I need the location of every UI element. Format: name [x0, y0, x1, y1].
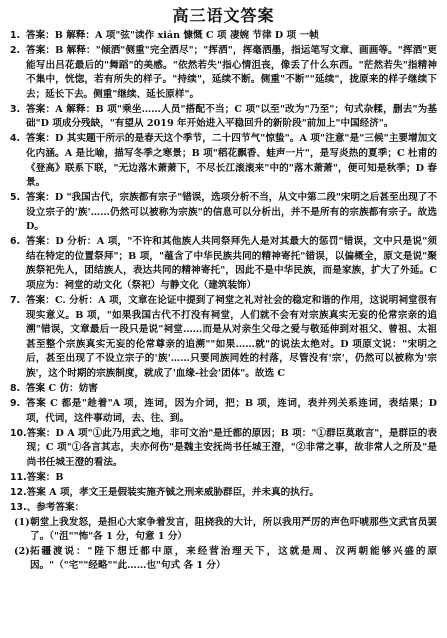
sub-answer-number: (2) — [14, 545, 30, 557]
sub-answer-text: 朝堂上我发怒，是担心大家争着发言，阻挠我的大计，所以我用严厉的声色吓唬那些文武官员罢了。（"沮""怖"各 1 分，句意 1 分） — [30, 516, 437, 543]
answer-item-12 — [10, 486, 437, 501]
answer-text: 、参考答案： — [26, 501, 85, 513]
answer-item-6 — [10, 235, 437, 293]
answer-text: 答案：B 解释：A 项"弦"读作 xián 慷慨 C 项 凄婉 节律 D 项 一帧 — [26, 30, 319, 41]
answer-item-1 — [10, 29, 437, 44]
answer-number: 2. — [10, 44, 21, 56]
answer-sub-item-1 — [14, 516, 437, 545]
answer-text: 答案 C 都是"趁着"A 项，连词，因为介词，把；B 项，连词，表并列关系连词，表结果；D 项，代词，这件事动词，去、往、到。 — [26, 397, 437, 424]
answer-number: 6. — [10, 236, 21, 248]
answer-number: 7. — [10, 295, 21, 307]
answer-item-5 — [10, 191, 437, 235]
answer-text: 答案：C. 分析：A 项，文章在论证中提到了祠堂之礼对社会的稳定和谐的作用，这说明祠堂很有现实意义。B 项，"如果我国古代不打没有祠堂，人们就不会有对宗族真实无妄的伦常宗亲的追溯"错误，文章最后一段只是说"祠堂……而是从对亲生父母之爱与敬延伸到对祖父、曾祖、太祖甚至整个宗族真实无妄的伦常尊亲的追溯""如果……就"的说法太绝对。D 项原文说："宋明之后，甚至出现了不设立宗子的'族'……只要同族同姓的村落，尽管没有'宗'，仍然可以被称为'宗族'，这个时期的宗族制度，就成了'血缘-社会'团体"。故选 C — [26, 295, 437, 379]
answer-text: 答案：D A 项"①此乃用武之地，非可文治"是迁都的原因；B 项："①群臣莫敢言"，是群臣的表现；C 项"①各言其志，夫亦何伤"是魏主安抚尚书任城王澄，"②非常之事，故非常人之所及"是尚书任城王澄的看法。 — [26, 427, 437, 468]
answer-number: 4. — [10, 133, 21, 145]
answer-item-2 — [10, 44, 437, 102]
answer-number: 8. — [10, 382, 21, 394]
sub-answer-number: (1) — [14, 516, 30, 528]
answer-number: 3. — [10, 103, 21, 115]
answer-item-13 — [10, 501, 437, 516]
answer-text: 答案：D 分析：A 项，"不许和其他族人共同祭拜先人是对其最大的惩罚"错误，文中只是说"须结在特定的位置祭拜"；B 项，"蕴含了中华民族共同的精神寄托"错误，以偏概全，原文是说"聚族祭祀先人，团结族人，表达共同的精神寄托"，因此不是中华民族，而是家族，扩大了外延。C 项应为：祠堂的动文化（祭祀）与静文化（建筑装饰） — [26, 236, 437, 292]
answer-text: 答案：B — [26, 471, 64, 483]
answer-number: 13. — [10, 501, 27, 513]
sub-answer-text: 拓疆渡说："陛下想迁都中原，来经营治理天下，这就是周、汉两朝能够兴盛的原因。"（"宅""经略""此……也"句式 各 1 分） — [30, 545, 437, 572]
answer-number: 9. — [10, 397, 21, 409]
answer-number: 11. — [10, 471, 27, 483]
answer-text: 答案：D 其实题干所示的是春天这个季节，二十四节气"惊蛰"。A 项"注意"是"三候"主要增加文化内涵。A 是比喻，描写冬季之寒景；B 项"稻花飘香、蛙声一片"，是写炎热的夏季；C 杜甫的《登高》联系下联，"无边落木萧萧下，不尽长江滚滚来"中的"落木萧萧"，便可知是秋季；D 春景。 — [26, 133, 437, 189]
answer-item-7 — [10, 294, 437, 382]
answer-item-8 — [10, 382, 437, 397]
answer-text: 答案：D "我国古代，宗族都有宗子"错误，选项分析不当，从文中第二段"宋明之后甚至出现了不设立宗子的'族'……仍然可以被称为宗族"的信息可以分析出，并不是所有的宗族都有宗子。故选 D。 — [26, 192, 437, 233]
answer-text: 答案：A 解释：B 项"乘坐……人员"搭配不当；C 项"以至"改为"乃至"；句式杂糅，删去"为基础"D 项成分残缺，"有望从 2019 年开始进入平稳回升的新阶段"前加上"中国经济"。 — [26, 103, 437, 130]
answer-item-3 — [10, 103, 437, 132]
answer-item-10 — [10, 427, 437, 471]
answer-number: 5. — [10, 192, 21, 204]
answer-number: 1. — [10, 30, 21, 41]
answer-number: 12. — [10, 486, 27, 498]
answer-text: 答案 A 项，孝文王是假装实施齐铖之刑来威胁群臣，并未真的执行。 — [26, 486, 319, 498]
page-title: 高三语文答案 — [172, 6, 275, 25]
answer-text: 答案 C 仿：妨害 — [26, 382, 98, 394]
answer-sub-item-2 — [14, 545, 437, 574]
answer-text: 答案：B 解释："倾洒"侧重"完全洒尽"；"挥洒"，挥毫洒墨，指运笔写文章、画画等。"挥洒"更能写出吕花最后的"舞蹈"的美感。"依然若失"指心情沮丧，像丢了什么东西。"茫然若失"指精神不集中，恍惚，若有所失的样子。"持续"，延续不断。侧重"不断""延续"，拢原来的样子继续下去；延长下去。侧重"继续、延长原样"。 — [26, 44, 437, 100]
answer-list — [10, 29, 437, 574]
answer-item-9 — [10, 397, 437, 426]
answer-number: 10. — [10, 427, 27, 439]
answer-item-4 — [10, 132, 437, 190]
answer-item-11 — [10, 471, 437, 486]
